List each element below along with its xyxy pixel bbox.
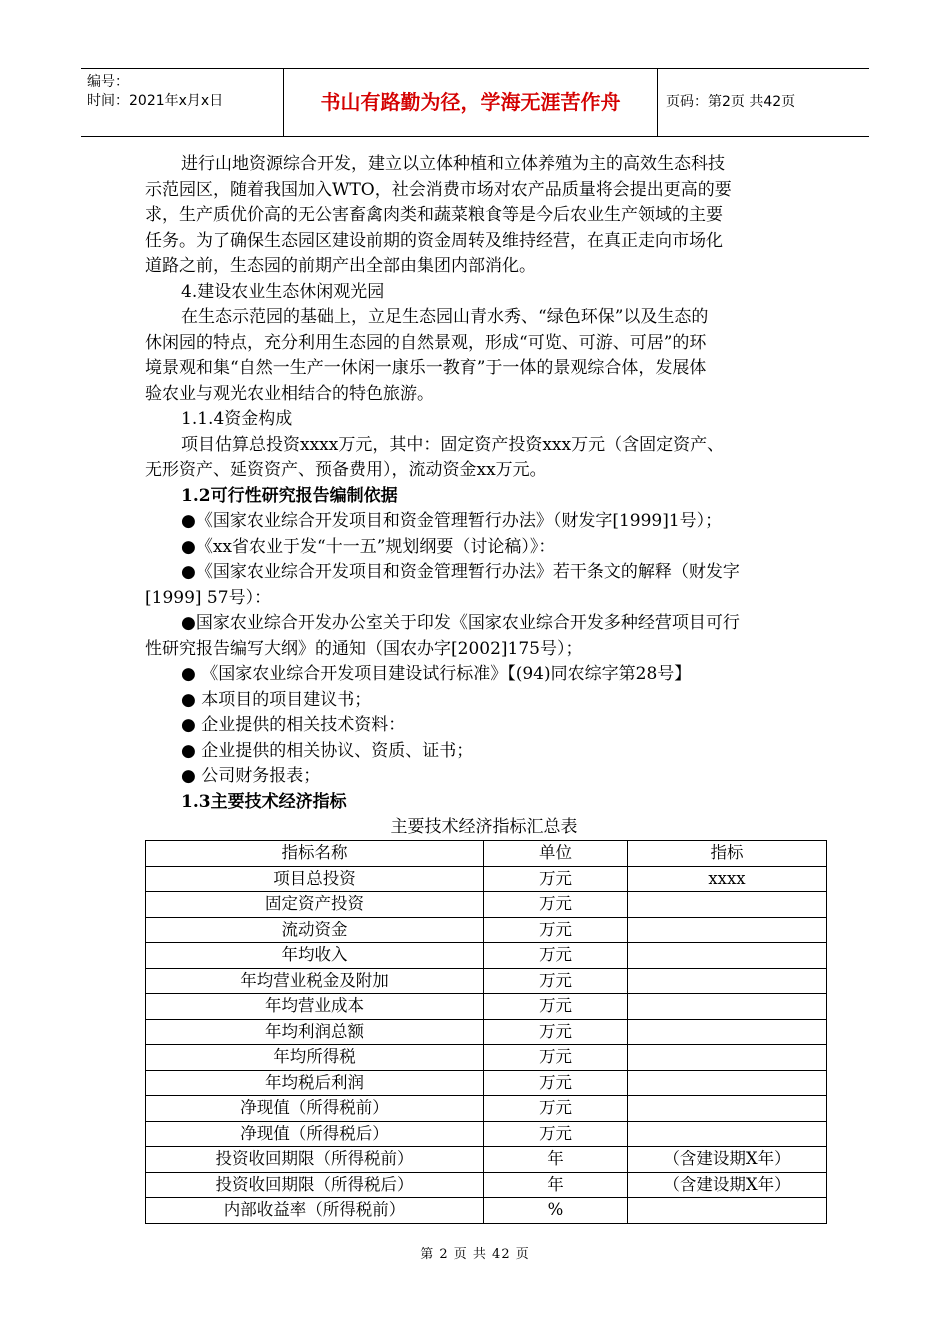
column-header: 指标	[628, 841, 827, 867]
table-cell	[628, 968, 827, 994]
table-cell: 净现值（所得税后）	[146, 1121, 484, 1147]
table-cell	[628, 892, 827, 918]
table-cell	[628, 917, 827, 943]
bullet-item: ●《国家农业综合开发项目和资金管理暂行办法》（财发字[1999]1号）；	[181, 511, 723, 531]
table-cell: 年	[484, 1172, 628, 1198]
table-cell: 固定资产投资	[146, 892, 484, 918]
section-1-2-heading: 1.2可行性研究报告编制依据	[181, 485, 398, 506]
paragraph-line: 项目估算总投资xxxx万元，其中：固定资产投资xxx万元（含固定资产、	[181, 434, 725, 455]
table-cell	[628, 1198, 827, 1224]
table-cell	[628, 943, 827, 969]
table-row	[146, 1019, 827, 1045]
table-cell: 年均营业税金及附加	[146, 968, 484, 994]
table-cell: 年均所得税	[146, 1045, 484, 1071]
paragraph-line: 求，生产质优价高的无公害畜禽肉类和蔬菜粮食等是今后农业生产领域的主要	[145, 205, 723, 225]
bullet-item: ●《国家农业综合开发项目和资金管理暂行办法》若干条文的解释（财发字	[181, 562, 740, 582]
table-row	[146, 1045, 827, 1071]
header-meta	[81, 69, 284, 136]
document-number-label: 编号：	[87, 74, 129, 90]
table-header-row	[146, 841, 827, 867]
paragraph-line: 无形资产、延资资产、预备费用），流动资金xx万元。	[145, 460, 547, 480]
header-page-info: 页码：第2页 共42页	[666, 94, 796, 110]
table-cell: 万元	[484, 968, 628, 994]
table-cell	[628, 1070, 827, 1096]
document-body	[145, 152, 825, 1224]
table-cell: 年均利润总额	[146, 1019, 484, 1045]
item-4-title: 4.建设农业生态休闲观光园	[181, 281, 385, 302]
table-row	[146, 943, 827, 969]
paragraph-line: 休闲园的特点，充分利用生态园的自然景观，形成“可览、可游、可居”的环	[145, 332, 707, 353]
bullet-item: ● 企业提供的相关技术资料：	[181, 715, 406, 735]
table-cell: 万元	[484, 994, 628, 1020]
section-1-3-heading: 1.3主要技术经济指标	[181, 791, 347, 812]
table-cell: （含建设期X年）	[628, 1147, 827, 1173]
page-header	[81, 68, 869, 137]
bullet-item: ● 企业提供的相关协议、资质、证书；	[181, 740, 474, 761]
table-cell: 净现值（所得税前）	[146, 1096, 484, 1122]
paragraph-line: 示范园区，随着我国加入WTO，社会消费市场对农产品质量将会提出更高的要	[145, 179, 732, 200]
table-cell: 内部收益率（所得税前）	[146, 1198, 484, 1224]
table-cell: 流动资金	[146, 917, 484, 943]
bullet-item: ●《xx省农业于发“十一五”规划纲要（讨论稿）》：	[181, 536, 556, 557]
table-cell	[628, 1096, 827, 1122]
table-cell: 投资收回期限（所得税前）	[146, 1147, 484, 1173]
table-cell: 万元	[484, 917, 628, 943]
indicator-table	[145, 840, 827, 1224]
table-cell: 万元	[484, 1045, 628, 1071]
table-cell: 万元	[484, 866, 628, 892]
table-cell	[628, 1019, 827, 1045]
table-cell: xxxx	[628, 866, 827, 892]
page-footer: 第 2 页 共 42 页	[420, 1247, 530, 1262]
table-cell: 万元	[484, 1019, 628, 1045]
document-date: 时间：2021年x月x日	[87, 93, 224, 109]
table-row	[146, 994, 827, 1020]
column-header: 指标名称	[146, 841, 484, 867]
table-row	[146, 1096, 827, 1122]
table-row	[146, 1198, 827, 1224]
paragraph-line: 道路之前，生态园的前期产出全部由集团内部消化。	[145, 256, 536, 276]
table-row	[146, 968, 827, 994]
table-cell: 项目总投资	[146, 866, 484, 892]
paragraph-line: 在生态示范园的基础上，立足生态园山青水秀、“绿色环保”以及生态的	[181, 307, 709, 327]
paragraph-line: 进行山地资源综合开发，建立以立体种植和立体养殖为主的高效生态科技	[181, 154, 725, 174]
bullet-item: ● 本项目的项目建议书；	[181, 689, 372, 710]
paragraph-line: 验农业与观光农业相结合的特色旅游。	[145, 383, 434, 404]
table-row	[146, 1147, 827, 1173]
header-motto: 书山有路勤为径，学海无涯苦作舟	[284, 69, 658, 136]
table-cell	[628, 1121, 827, 1147]
table-row	[146, 1070, 827, 1096]
table-cell: 万元	[484, 1070, 628, 1096]
table-row	[146, 866, 827, 892]
table-cell: 年	[484, 1147, 628, 1173]
table-cell: （含建设期X年）	[628, 1172, 827, 1198]
bullet-item-continued: [1999] 57号）：	[145, 587, 272, 608]
bullet-item-continued: 性研究报告编写大纲》的通知（国农办字[2002]175号）；	[145, 638, 583, 659]
table-cell: 万元	[484, 1121, 628, 1147]
paragraph-line: 境景观和集“自然一生产一休闲一康乐一教育”于一体的景观综合体，发展体	[145, 358, 707, 378]
table-cell: 投资收回期限（所得税后）	[146, 1172, 484, 1198]
table-cell	[628, 1045, 827, 1071]
paragraph-line: 任务。为了确保生态园区建设前期的资金周转及维持经营，在真正走向市场化	[145, 230, 723, 251]
table-row	[146, 1121, 827, 1147]
table-cell: 年均税后利润	[146, 1070, 484, 1096]
bullet-item: ● 《国家农业综合开发项目建设试行标准》【(94)同农综字第28号】	[181, 664, 692, 684]
table-cell: 万元	[484, 1096, 628, 1122]
table-cell: 年均营业成本	[146, 994, 484, 1020]
table-cell	[628, 994, 827, 1020]
table-row	[146, 892, 827, 918]
table-caption: 主要技术经济指标汇总表	[390, 817, 578, 837]
table-cell: %	[484, 1198, 628, 1224]
table-row	[146, 917, 827, 943]
table-cell: 年均收入	[146, 943, 484, 969]
table-cell: 万元	[484, 943, 628, 969]
column-header: 单位	[484, 841, 628, 867]
bullet-item: ● 公司财务报表；	[181, 766, 321, 786]
table-row	[146, 1172, 827, 1198]
bullet-item: ●国家农业综合开发办公室关于印发《国家农业综合开发多种经营项目可行	[181, 613, 740, 633]
section-1-1-4-heading: 1.1.4资金构成	[181, 409, 293, 429]
table-cell: 万元	[484, 892, 628, 918]
